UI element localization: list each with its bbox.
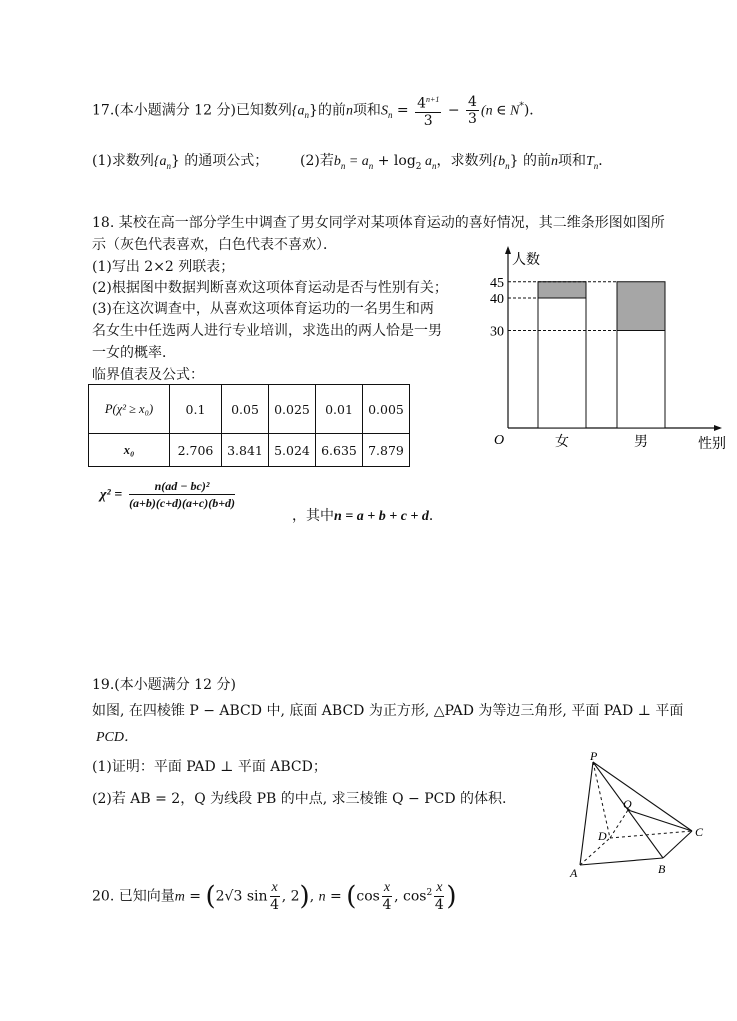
q18-item-2: (2)根据图中数据判断喜欢这项体育运动是否与性别有关； [92, 280, 448, 296]
q17-part-2: (2)若$b_n = a_n + \log_2 a_n$，求数列$\{b_n\}$ 的前n项和$T_n$． [300, 153, 613, 172]
q18-item-3c: 一女的概率． [92, 345, 176, 361]
edge-PA [580, 762, 593, 865]
x-value-cell: 3.841 [222, 434, 269, 467]
q18-line-2: 示（灰色代表喜欢，白色代表不喜欢）． [92, 237, 337, 253]
table-row [89, 434, 410, 467]
bar-dislike-1 [617, 331, 665, 429]
q17-fraction-2: $\frac{4}{3}$ [468, 93, 477, 127]
y-tick-label: 45 [490, 275, 504, 291]
label-D: D [598, 829, 607, 843]
p-value-cell: 0.025 [269, 385, 316, 434]
y-tick-label: 40 [490, 292, 504, 307]
q17-statement: 17.(本小题满分 12 分)已知数列$\{a_n\}$的前n项和$S_n$ = $\frac{4^{n+1}}{3}$ − $\frac{4}{3}$ (n ∈ N*)． [92, 93, 544, 129]
x-axis-label: 性别 [698, 437, 726, 452]
q19-item-1: (1)证明：平面 PAD ⊥ 平面 ABCD； [92, 759, 327, 775]
edge-PC [593, 762, 692, 831]
p-value-cell: 0.05 [222, 385, 269, 434]
q20-statement: 20. 已知向量m = (2√3 sin $\frac{x}{4}$ , 2), n = (cos $\frac{x}{4}$ , $\cos^2$ $\frac{x}{4}$ ) [92, 880, 457, 913]
label-B: B [658, 862, 666, 876]
table-row [89, 385, 410, 434]
table-row2-label: x₀ [89, 434, 170, 467]
table-header-label: P(χ² ≥ x₀) [89, 385, 170, 434]
bar-like-0 [538, 282, 586, 298]
pyramid-figure [560, 750, 710, 880]
x-tick-label: 男 [634, 435, 648, 450]
table-caption: 临界值表及公式： [92, 367, 204, 383]
bar-like-1 [617, 282, 665, 331]
formula-note: ，其中n = a + b + c + d． [292, 508, 443, 524]
x-axis-arrow [714, 425, 722, 431]
bar-dislike-0 [538, 298, 586, 428]
segment-DQ [610, 810, 628, 838]
label-Q: Q [623, 797, 632, 811]
q17-fraction-1: $\frac{4^{n+1}}{3}$ [415, 92, 441, 129]
label-A: A [570, 866, 578, 880]
y-axis-arrow [505, 246, 511, 254]
q18-item-1: (1)写出 2×2 列联表； [92, 259, 235, 275]
edge-DC [610, 831, 692, 838]
x-value-cell: 7.879 [363, 434, 410, 467]
y-axis-label: 人数 [512, 253, 540, 268]
q19-item-2: (2)若 AB = 2，Q 为线段 PB 的中点, 求三棱锥 Q − PCD 的体积. [92, 791, 507, 807]
q17-part-1: (1)求数列$\{a_n\}$ 的通项公式； [92, 153, 269, 171]
q18-item-3b: 名女生中任选两人进行专业培训，求选出的两人恰是一男 [92, 323, 442, 339]
q19-line-1: 如图, 在四棱锥 P − ABCD 中, 底面 ABCD 为正方形, △PAD 为等边三角形, 平面 PAD ⊥ 平面 [92, 703, 684, 719]
q18-item-3a: (3)在这次调查中，从喜欢这项体育运功的一名男生和两 [92, 301, 434, 317]
p-value-cell: 0.01 [316, 385, 363, 434]
x-value-cell: 2.706 [170, 434, 222, 467]
p-value-cell: 0.005 [363, 385, 410, 434]
p-value-cell: 0.1 [170, 385, 222, 434]
x-value-cell: 5.024 [269, 434, 316, 467]
x-tick-label: 女 [555, 435, 569, 450]
edge-AB [580, 858, 663, 865]
bar-chart [470, 240, 732, 470]
q19-line-2: PCD． [96, 730, 138, 745]
y-tick-label: 30 [490, 324, 504, 340]
origin-label: O [494, 433, 505, 448]
label-P: P [590, 750, 598, 763]
label-C: C [695, 825, 704, 839]
x-value-cell: 6.635 [316, 434, 363, 467]
chi-square-formula: χ² = $\frac{\text{n(ad − bc)²}}{(a+b)(c+d)(a+c)(b+d)}$ [100, 479, 236, 510]
segment-QC [628, 810, 692, 831]
q18-line-1: 18. 某校在高一部分学生中调查了男女同学对某项体育运动的喜好情况，其二维条形图如图所 [92, 215, 665, 231]
q19-header: 19.(本小题满分 12 分) [92, 677, 236, 693]
critical-value-table [88, 384, 410, 467]
edge-BC [663, 831, 692, 858]
